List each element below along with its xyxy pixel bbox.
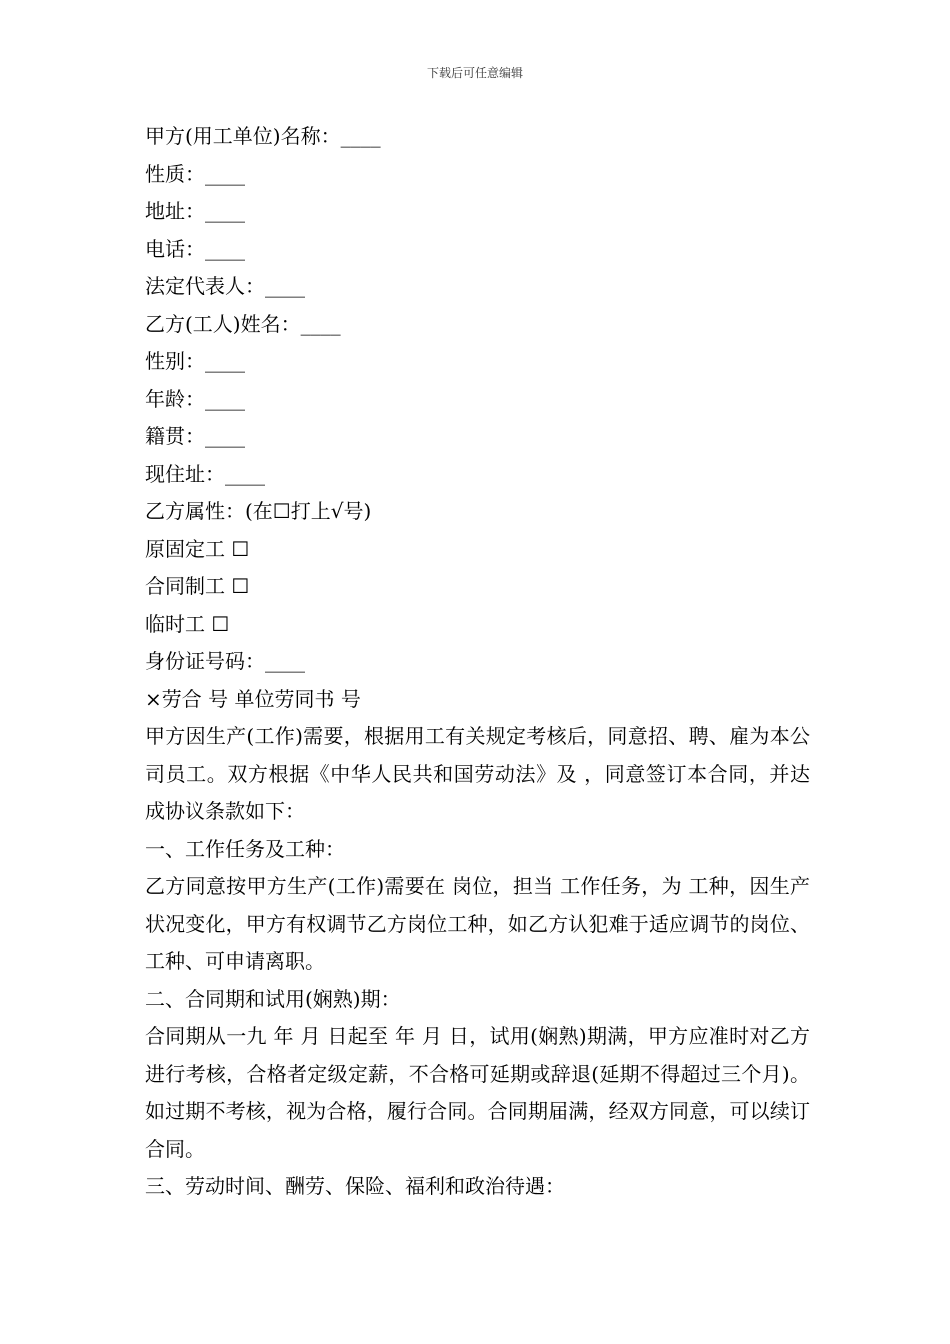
section3-heading: 三、劳动时间、酬劳、保险、福利和政治待遇： [145, 1174, 565, 1198]
page-header: 下载后可任意编辑 [426, 66, 523, 80]
nature-field: 性质：____ [145, 161, 245, 186]
intro-paragraph: 甲方因生产(工作)需要，根据用工有关规定考核后，同意招、聘、雇为本公司员工。双方根据《中华人民共和国劳动法》及 ，同意签订本合同，并达成协议条款如下： [145, 724, 810, 823]
option-fixed-worker: 原固定工 ☐ [145, 536, 250, 561]
phone-field: 电话：____ [145, 236, 245, 261]
document-body [145, 118, 810, 1206]
address-field: 地址：____ [145, 199, 245, 223]
section2-heading: 二、合同期和试用(娴熟)期： [145, 986, 401, 1011]
section2-paragraph: 合同期从一九 年 月 日起至 年 月 日，试用(娴熟)期满，甲方应准时对乙方进行考核，合格者定级定薪，不合格可延期或辞退(延期不得超过三个月)。如过期不考核，视为合格，履行合同。合同期届满，经双方同意，可以续订合同。 [145, 1024, 810, 1161]
legal-rep-field: 法定代表人：____ [145, 274, 305, 298]
id-number-field: 身份证号码：____ [145, 649, 305, 673]
age-field: 年龄：____ [145, 386, 245, 411]
party-a-name-field: 甲方(用工单位)名称：____ [145, 124, 381, 148]
native-place-field: 籍贯：____ [145, 424, 245, 448]
gender-field: 性别：____ [145, 349, 245, 373]
section1-heading: 一、工作任务及工种： [145, 836, 345, 861]
current-address-field: 现住址：____ [145, 461, 265, 486]
option-contract-worker: 合同制工 ☐ [145, 574, 250, 598]
option-temp-worker: 临时工 ☐ [145, 611, 230, 636]
section1-paragraph: 乙方同意按甲方生产(工作)需要在 岗位，担当 工作任务，为 工种，因生产状况变化，甲方有权调节乙方岗位工种，如乙方认犯难于适应调节的岗位、工种、可申请离职。 [145, 874, 810, 973]
contract-number-line: ×劳合 号 单位劳同书 号 [145, 686, 361, 711]
attribute-instruction: 乙方属性：(在☐打上√号) [145, 499, 372, 523]
party-b-name-field: 乙方(工人)姓名：____ [145, 311, 341, 336]
